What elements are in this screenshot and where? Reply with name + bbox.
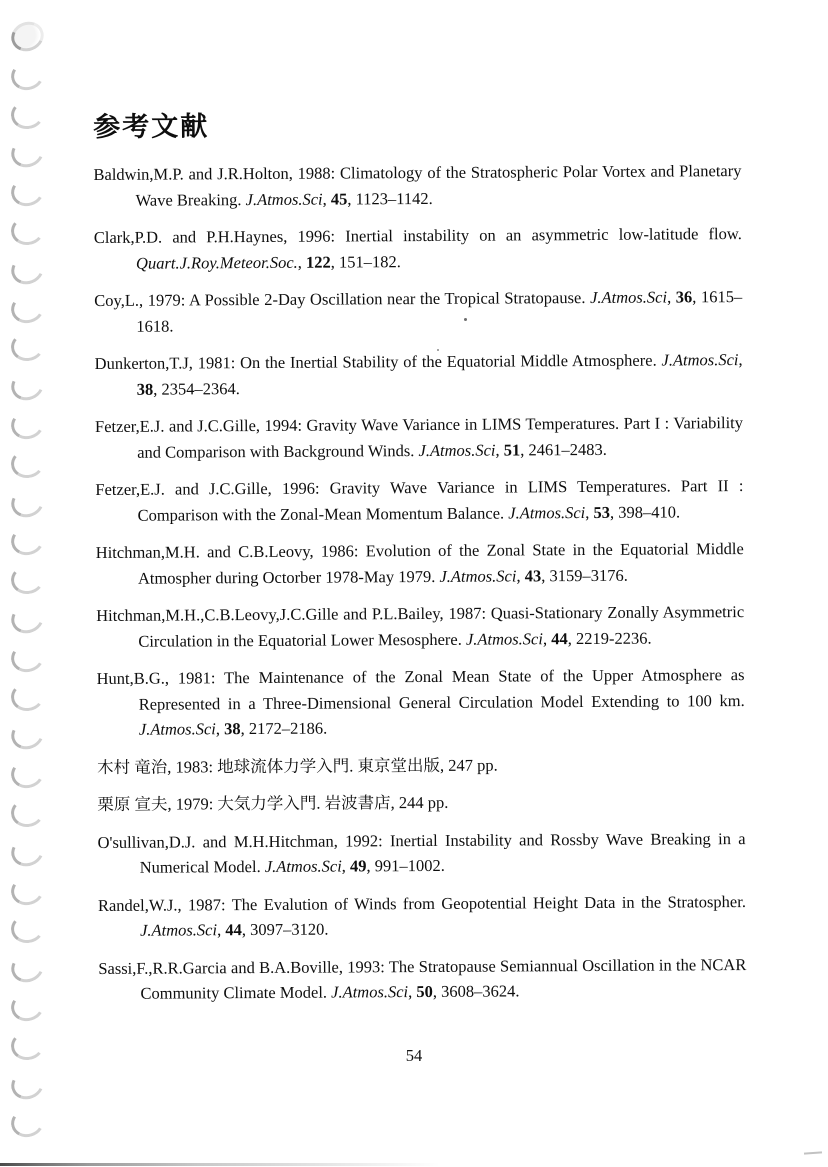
spiral-binding (0, 0, 60, 1167)
reference-text: Clark,P.D. and P.H.Haynes, 1996: Inertial instability on an asymmetric low-latitude flow. (93, 224, 742, 247)
reference-text: , (341, 856, 351, 876)
volume-number: 36 (675, 287, 693, 307)
binding-hole (8, 173, 47, 210)
volume-number: 44 (551, 628, 568, 648)
reference-text: Sassi,F.,R.R.Garcia and B.A.Boville, 1993: The Stratopause Semiannual Oscillation in the NCAR Community Climate Model. (98, 954, 747, 1003)
binding-hole (8, 406, 47, 443)
reference-text: , 3159–3176. (541, 565, 628, 585)
binding-hole (7, 250, 48, 289)
binding-hole (7, 17, 48, 56)
scan-speck (464, 318, 467, 321)
reference-text: , (542, 628, 552, 648)
reference-text: 栗原 宣夫, 1979: 大気力学入門. 岩波書店, 244 pp. (97, 792, 449, 814)
volume-number: 44 (225, 920, 242, 940)
reference-text: , 3097–3120. (241, 919, 329, 940)
binding-hole (9, 214, 46, 247)
binding-hole (8, 988, 47, 1025)
reference-text: , 2219-2236. (567, 628, 652, 648)
journal-name: J.Atmos.Sci (661, 350, 739, 370)
binding-hole (8, 1105, 47, 1142)
binding-hole (9, 97, 46, 130)
reference-item (94, 284, 742, 339)
reference-text: , (516, 565, 525, 585)
reference-item (98, 889, 746, 944)
reference-text: , 2172–2186. (240, 718, 328, 739)
volume-number: 38 (136, 379, 154, 399)
reference-text: Randel,W.J., 1987: The Evalution of Winds from Geopotential Height Data in the Stratospher. (97, 891, 746, 915)
binding-hole (8, 639, 47, 676)
scan-speck (437, 349, 439, 351)
volume-number: 45 (330, 188, 348, 209)
reference-text: Hitchman,M.H. and C.B.Leovy, 1986: Evolution of the Zonal State in the Equatorial Middle Atmospher during Octorber 1978-May 1979. (95, 539, 744, 588)
binding-hole (7, 482, 48, 521)
reference-item (98, 952, 746, 1007)
reference-text: , (297, 252, 307, 272)
binding-hole (9, 563, 46, 596)
journal-name: J.Atmos.Sci (418, 440, 496, 460)
reference-text: 木村 竜治, 1983: 地球流体力学入門. 東京堂出版, 247 pp. (97, 755, 498, 777)
references-section (93, 95, 747, 1018)
reference-text: Baldwin,M.P. and J.R.Holton, 1988: Climatology of the Stratospheric Polar Vortex and Planetary Wave Breaking. (93, 161, 742, 210)
binding-hole (9, 912, 46, 945)
reference-text: , 3608–3624. (432, 981, 520, 1001)
reference-text: , (738, 350, 743, 370)
reference-item (94, 221, 742, 276)
reference-text: , 991–1002. (366, 855, 445, 876)
binding-hole (7, 366, 48, 405)
binding-hole (8, 290, 47, 327)
volume-number: 53 (593, 502, 611, 522)
reference-item (95, 410, 743, 465)
volume-number: 50 (416, 981, 433, 1002)
binding-hole (8, 523, 47, 560)
reference-text: , (217, 920, 226, 940)
journal-name: J.Atmos.Sci (331, 982, 409, 1002)
journal-name: J.Atmos.Sci (264, 856, 342, 876)
binding-hole (7, 832, 48, 871)
binding-hole (7, 715, 48, 754)
reference-item (96, 662, 744, 742)
reference-text: Fetzer,E.J. and J.C.Gille, 1996: Gravity Wave Variance in LIMS Temperatures. Part II : Comparison with the Zonal-Mean Momentum Balance. (95, 476, 744, 525)
volume-number: 49 (349, 856, 367, 876)
reference-text: O'sullivan,D.J. and M.H.Hitchman, 1992: Inertial Instability and Rossby Wave Breaking in a Numerical Model. (97, 828, 746, 877)
journal-name: J.Atmos.Sci (589, 287, 668, 307)
reference-text: , 2461–2483. (520, 439, 607, 459)
journal-name: J.Atmos.Sci (245, 189, 323, 209)
binding-hole (8, 755, 47, 792)
binding-hole (9, 447, 46, 480)
reference-text: , (408, 982, 417, 1002)
binding-hole (9, 796, 46, 829)
reference-text: , (585, 502, 594, 522)
journal-name: J.Atmos.Sci (439, 565, 517, 586)
journal-name: J.Atmos.Sci (140, 920, 218, 940)
reference-text: , (322, 189, 331, 209)
scan-edge-right (804, 1151, 822, 1154)
reference-text: , (215, 719, 225, 739)
binding-hole (8, 872, 47, 909)
binding-hole (7, 948, 48, 987)
journal-name: J.Atmos.Sci (138, 719, 216, 739)
reference-text: , (495, 439, 504, 460)
journal-name: J.Atmos.Sci (465, 628, 543, 649)
reference-text: , (666, 287, 676, 307)
binding-hole (8, 57, 47, 94)
reference-text: , 2354–2364. (153, 378, 240, 399)
binding-hole (9, 679, 46, 712)
volume-number: 43 (524, 565, 542, 585)
journal-name: J.Atmos.Sci (508, 502, 586, 522)
reference-item (95, 347, 743, 402)
reference-item (95, 473, 743, 528)
reference-item (97, 751, 745, 780)
volume-number: 38 (224, 719, 241, 739)
journal-name: Quart.J.Roy.Meteor.Soc. (135, 252, 298, 273)
page-number: 54 (405, 1046, 423, 1065)
reference-item (96, 536, 744, 591)
reference-text: Dunkerton,T.J, 1981: On the Inertial Stability of the Equatorial Middle Atmosphere. (94, 350, 662, 373)
reference-list (93, 158, 746, 1006)
binding-hole (7, 1064, 48, 1103)
volume-number: 51 (503, 439, 521, 459)
scan-edge-bottom (0, 1163, 440, 1166)
section-title: 参考文献 (93, 111, 210, 143)
binding-hole (7, 599, 48, 638)
reference-text: , 1123–1142. (347, 188, 433, 208)
reference-text: , 1615–1618. (136, 287, 743, 336)
reference-item (93, 158, 741, 213)
reference-item (96, 599, 744, 654)
reference-text: Fetzer,E.J. and J.C.Gille, 1994: Gravity Wave Variance in LIMS Temperatures. Part I : Variability and Comparison with Background Winds. (94, 413, 744, 462)
reference-text: Hunt,B.G., 1981: The Maintenance of the Zonal Mean State of the Upper Atmosphere as Represented in a Three-Dimensional General Circulation Model Extending to 100 km. (96, 665, 745, 714)
reference-text: , 151–182. (330, 251, 401, 272)
reference-text: , 398–410. (609, 501, 681, 522)
binding-hole (7, 133, 48, 172)
reference-item (97, 788, 745, 817)
volume-number: 122 (305, 252, 331, 272)
binding-hole (9, 330, 46, 363)
reference-item (97, 826, 745, 881)
reference-text: Hitchman,M.H.,C.B.Leovy,J.C.Gille and P.L.Bailey, 1987: Quasi-Stationary Zonally Asymmetric Circulation in the Equatorial Lower Mesosphere. (96, 602, 745, 651)
reference-text: Coy,L., 1979: A Possible 2-Day Oscillation near the Tropical Stratopause. (94, 287, 591, 310)
